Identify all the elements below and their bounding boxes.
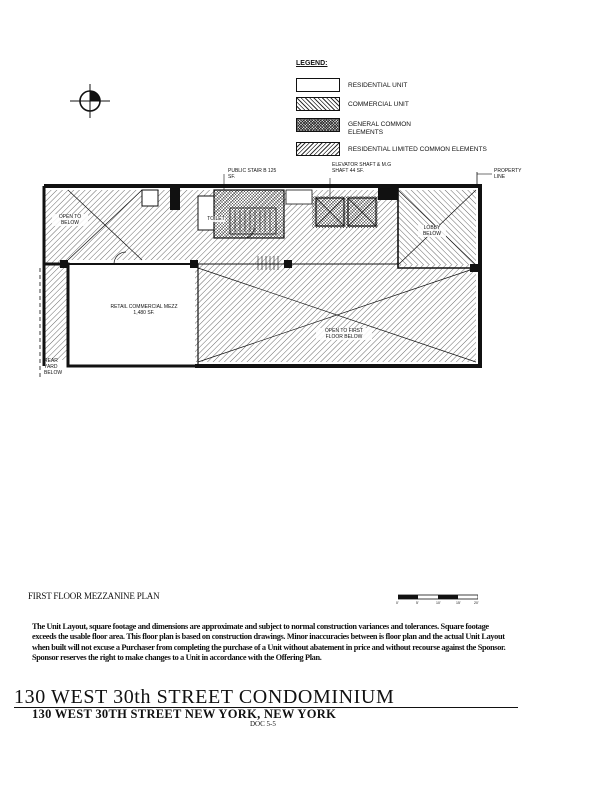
disclaimer-text: The Unit Layout, square footage and dimensions are approximate and subject to normal construction variances and tolerances. Square footage exceeds the usable floor area. This floor plan is based on construction drawings. Minor inaccuracies between is floor plan and the actual Unit Layout when built will not excuse a Purchaser from completing the purchase of a Unit without abatement in price and without recourse against the Sponsor. Sponsor reserves the right to make changes to a Unit in accordance with the Offering Plan. [32,622,506,663]
elevator-shaft-area [312,196,378,228]
scale-bar [398,594,478,601]
legend-swatch-residential [296,78,340,92]
callout-property-line: PROPERTY LINE [494,168,522,180]
doc-number: DOC 5-5 [250,720,276,728]
callout-public-stair: PUBLIC STAIR B 125 SF. [228,168,277,180]
legend-swatch-limited-common [296,142,340,156]
toilet-room [198,196,214,230]
floor-plan [30,160,530,400]
legend-label-limited-common: RESIDENTIAL LIMITED COMMON ELEMENTS [348,146,487,153]
legend-label-general-common: GENERAL COMMON ELEMENTS [348,121,411,136]
north-arrow-icon [70,84,110,118]
legend-swatch-general-common [296,118,340,132]
public-stair-area [214,190,284,238]
legend-label-residential: RESIDENTIAL UNIT [348,82,408,89]
building-address: 130 WEST 30TH STREET NEW YORK, NEW YORK [32,707,337,721]
callout-rear-yard: REAR YARD BELOW [44,358,63,376]
label-toilet: TOILET [207,216,225,222]
label-lobby-below: LOBBY BELOW [418,225,446,237]
plan-title: FIRST FLOOR MEZZANINE PLAN [28,591,160,601]
scale-tick: 10' [436,601,441,605]
legend-title: LEGEND: [296,60,328,67]
building-name: 130 WEST 30th STREET CONDOMINIUM [14,686,395,708]
label-open-to-first-floor: OPEN TO FIRST FLOOR BELOW [316,328,372,340]
legend-label-commercial: COMMERCIAL UNIT [348,101,409,108]
scale-tick: 0' [396,601,399,605]
callout-elevator-shaft: ELEVATOR SHAFT & M.G SHAFT 44 SF. [332,162,392,174]
label-retail-commercial: RETAIL COMMERCIAL MEZZ 1,480 SF. [104,304,184,316]
scale-tick: 20' [474,601,479,605]
legend-swatch-commercial [296,97,340,111]
label-open-to-below: OPEN TO BELOW [52,214,88,226]
scale-tick: 15' [456,601,461,605]
scale-tick: 5' [416,601,419,605]
